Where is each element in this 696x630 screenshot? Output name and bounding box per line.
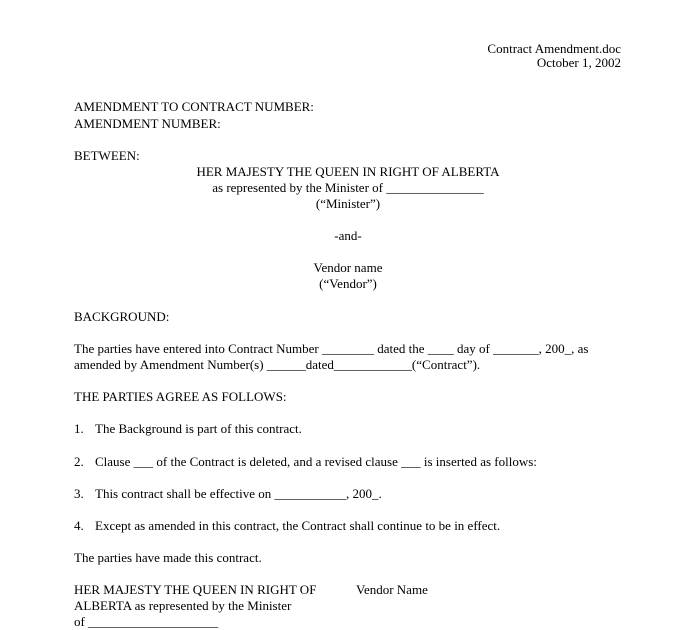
list-item (74, 486, 382, 502)
background-heading: BACKGROUND: (74, 309, 170, 324)
list-item-number: 4. (74, 518, 84, 533)
list-item-text: Clause ___ of the Contract is deleted, and a revised clause ___ is inserted as follows: (95, 454, 537, 469)
between-label: BETWEEN: (74, 148, 140, 163)
list-item-text: The Background is part of this contract. (95, 421, 302, 436)
minister-alias: (“Minister”) (315, 196, 381, 211)
contract-number-label: AMENDMENT TO CONTRACT NUMBER: (74, 99, 314, 114)
crown-name: HER MAJESTY THE QUEEN IN RIGHT OF ALBERTA (196, 164, 500, 179)
crown-signature-line3: of ____________________ (74, 614, 219, 629)
closing-statement: The parties have made this contract. (74, 550, 262, 565)
list-item-text: Except as amended in this contract, the Contract shall continue to be in effect. (95, 518, 501, 533)
background-paragraph-line1: The parties have entered into Contract Number ________ dated the ____ day of _______, 200_, as (74, 341, 589, 356)
vendor-signature-label: Vendor Name (356, 582, 428, 597)
list-item (74, 454, 537, 470)
crown-signature-line1: HER MAJESTY THE QUEEN IN RIGHT OF (74, 582, 317, 597)
crown-signature-line2: ALBERTA as represented by the Minister (74, 598, 292, 613)
header-filename: Contract Amendment.doc (487, 41, 621, 56)
list-item-number: 3. (74, 486, 84, 501)
and-separator: -and- (334, 228, 362, 243)
vendor-alias: (“Vendor”) (319, 276, 377, 291)
list-item-text: This contract shall be effective on ___________, 200_. (95, 486, 382, 501)
agreement-heading: THE PARTIES AGREE AS FOLLOWS: (74, 389, 287, 404)
amendment-number-label: AMENDMENT NUMBER: (74, 116, 221, 131)
list-item-number: 1. (74, 421, 84, 436)
represented-by-line: as represented by the Minister of _______________ (212, 180, 484, 195)
background-paragraph-line2: amended by Amendment Number(s) ______dated____________(“Contract”). (74, 357, 481, 372)
list-item-number: 2. (74, 454, 84, 469)
list-item (74, 421, 302, 437)
header-date: October 1, 2002 (536, 55, 621, 70)
vendor-name: Vendor name (313, 260, 383, 275)
list-item (74, 518, 500, 534)
